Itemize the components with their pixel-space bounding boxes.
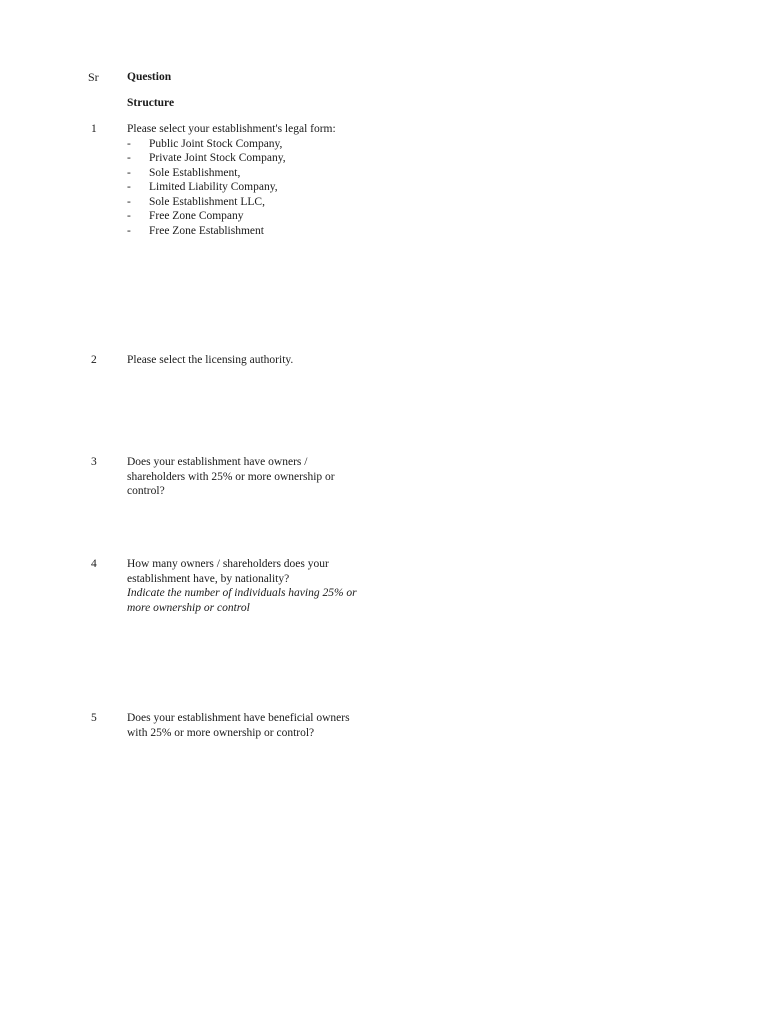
question-hint-line: more ownership or control [127,601,250,614]
question-line: establishment have, by nationality? [127,572,290,585]
option-marker: - [127,181,131,193]
question-text [127,711,387,740]
question-line: Does your establishment have beneficial owners [127,712,350,724]
legal-form-options [127,137,387,239]
option-label: Sole Establishment LLC, [149,195,265,208]
option-item [127,195,387,210]
question-line: with 25% or more ownership or control? [127,726,315,739]
option-item [127,209,387,224]
option-marker: - [127,224,131,237]
option-label: Sole Establishment, [149,166,241,179]
question-number: 2 [91,354,97,366]
option-item [127,224,387,239]
question-line: control? [127,485,165,497]
question-text [127,122,387,238]
question-hint-line: Indicate the number of individuals having 25% or [127,587,357,599]
question-line: How many owners / shareholders does your [127,558,329,570]
column-header-sr: Sr [88,70,99,84]
option-label: Public Joint Stock Company, [149,137,283,150]
section-title: Structure [127,97,175,109]
option-marker: - [127,210,131,222]
option-item [127,180,387,195]
option-marker: - [127,166,131,179]
question-number: 4 [91,558,97,570]
option-marker: - [127,137,131,150]
question-line: Please select the licensing authority. [127,354,294,366]
question-text [127,455,387,499]
question-number: 3 [91,456,97,468]
question-text [127,353,387,368]
option-item [127,137,387,152]
option-label: Private Joint Stock Company, [149,152,286,164]
option-label: Limited Liability Company, [149,181,278,193]
question-number: 5 [91,712,97,724]
option-item [127,151,387,166]
option-item [127,166,387,181]
question-line: Does your establishment have owners / [127,456,308,468]
option-label: Free Zone Establishment [149,224,264,237]
question-line: Please select your establishment's legal form: [127,123,336,135]
column-header-question: Question [127,71,172,83]
option-label: Free Zone Company [149,210,244,222]
question-number: 1 [91,123,97,135]
option-marker: - [127,195,131,208]
question-text [127,557,387,615]
option-marker: - [127,152,131,164]
question-line: shareholders with 25% or more ownership or [127,470,335,483]
